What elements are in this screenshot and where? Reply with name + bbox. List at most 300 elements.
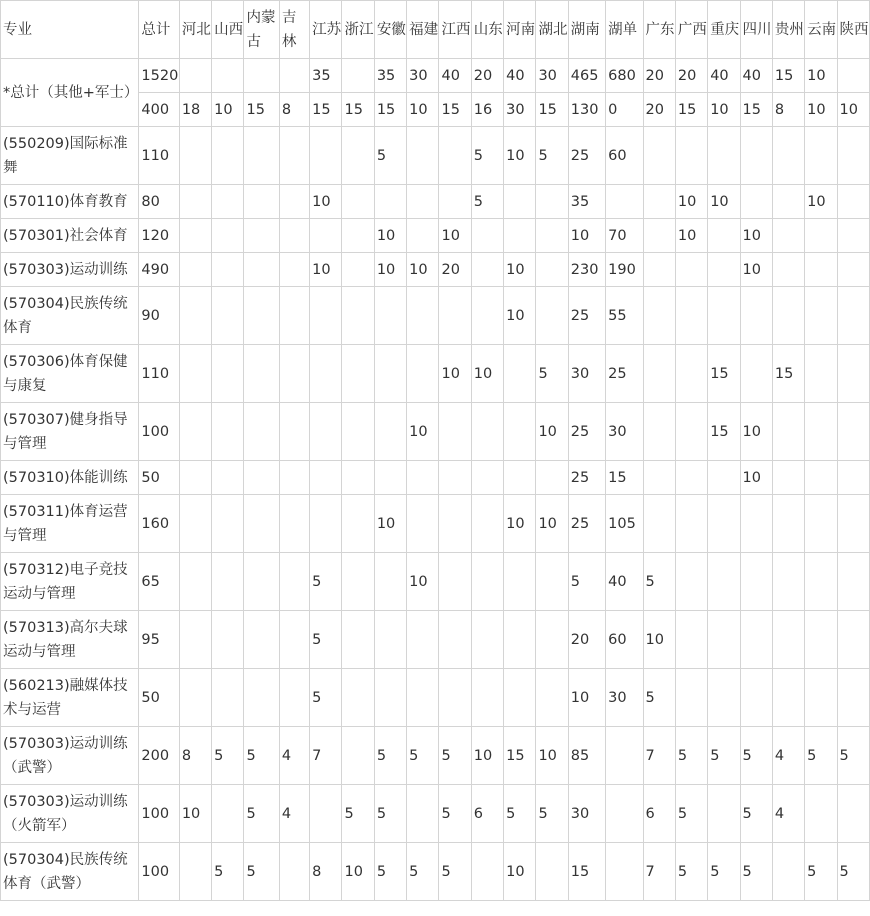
quota-cell — [179, 843, 211, 901]
quota-cell: 5 — [536, 127, 568, 185]
quota-cell — [536, 553, 568, 611]
quota-cell — [805, 219, 837, 253]
total-cell-secondary: 15 — [342, 93, 374, 127]
quota-cell — [504, 611, 536, 669]
table-body — [1, 1, 870, 901]
header-province: 广西 — [675, 1, 707, 59]
row-total-cell: 80 — [139, 185, 179, 219]
quota-cell — [439, 403, 471, 461]
quota-cell: 4 — [772, 727, 804, 785]
quota-cell — [536, 669, 568, 727]
quota-cell — [179, 495, 211, 553]
quota-cell: 230 — [568, 253, 605, 287]
quota-cell — [675, 495, 707, 553]
total-cell-secondary: 10 — [708, 93, 740, 127]
quota-cell: 5 — [310, 669, 342, 727]
quota-cell: 5 — [536, 345, 568, 403]
quota-cell: 10 — [407, 253, 439, 287]
quota-cell — [212, 127, 244, 185]
quota-cell — [504, 403, 536, 461]
quota-cell — [244, 345, 279, 403]
table-row — [1, 669, 870, 727]
quota-cell — [212, 553, 244, 611]
quota-cell — [805, 287, 837, 345]
quota-cell — [772, 553, 804, 611]
header-province: 湖南 — [568, 1, 605, 59]
quota-cell — [212, 219, 244, 253]
quota-cell: 4 — [279, 727, 309, 785]
table-row — [1, 287, 870, 345]
header-province: 河南 — [504, 1, 536, 59]
quota-cell: 5 — [374, 727, 406, 785]
total-cell-secondary: 10 — [837, 93, 870, 127]
quota-cell: 6 — [643, 785, 675, 843]
total-cell-secondary: 15 — [675, 93, 707, 127]
quota-cell: 20 — [439, 253, 471, 287]
quota-cell: 7 — [310, 727, 342, 785]
quota-cell — [837, 253, 870, 287]
total-cell-secondary: 10 — [212, 93, 244, 127]
table-row — [1, 461, 870, 495]
quota-cell: 5 — [212, 727, 244, 785]
quota-cell: 10 — [504, 127, 536, 185]
quota-cell — [342, 219, 374, 253]
quota-cell: 10 — [439, 219, 471, 253]
quota-cell — [471, 287, 503, 345]
table-row — [1, 611, 870, 669]
quota-cell — [342, 611, 374, 669]
total-cell — [244, 59, 279, 93]
quota-cell: 5 — [708, 727, 740, 785]
quota-cell: 5 — [568, 553, 605, 611]
quota-cell: 5 — [740, 843, 772, 901]
quota-cell: 70 — [606, 219, 643, 253]
quota-cell: 10 — [568, 219, 605, 253]
total-cell-secondary: 15 — [536, 93, 568, 127]
quota-cell — [212, 403, 244, 461]
quota-cell — [504, 553, 536, 611]
quota-cell — [606, 727, 643, 785]
quota-cell — [805, 553, 837, 611]
header-major: 专业 — [1, 1, 139, 59]
table-row — [1, 785, 870, 843]
quota-cell: 15 — [708, 403, 740, 461]
total-cell-secondary: 400 — [139, 93, 179, 127]
quota-cell — [244, 253, 279, 287]
quota-cell — [536, 843, 568, 901]
quota-cell — [179, 253, 211, 287]
quota-cell — [643, 287, 675, 345]
quota-cell — [708, 253, 740, 287]
quota-cell: 5 — [837, 843, 870, 901]
quota-cell — [342, 403, 374, 461]
quota-cell — [471, 843, 503, 901]
quota-cell: 10 — [536, 403, 568, 461]
quota-cell — [675, 127, 707, 185]
quota-cell: 105 — [606, 495, 643, 553]
quota-cell — [244, 669, 279, 727]
quota-cell — [374, 403, 406, 461]
quota-cell — [837, 287, 870, 345]
quota-cell — [504, 345, 536, 403]
major-name-cell: (570110)体育教育 — [1, 185, 139, 219]
row-total-cell: 50 — [139, 461, 179, 495]
quota-cell — [772, 611, 804, 669]
quota-cell — [536, 185, 568, 219]
quota-cell — [179, 345, 211, 403]
total-cell-secondary: 8 — [772, 93, 804, 127]
quota-cell — [740, 287, 772, 345]
total-row — [1, 59, 870, 93]
header-province: 江苏 — [310, 1, 342, 59]
quota-cell: 25 — [568, 403, 605, 461]
quota-cell — [439, 611, 471, 669]
quota-cell: 25 — [568, 461, 605, 495]
header-province: 内蒙古 — [244, 1, 279, 59]
quota-cell — [675, 611, 707, 669]
total-cell — [279, 59, 309, 93]
quota-cell — [740, 611, 772, 669]
quota-cell — [471, 611, 503, 669]
quota-cell — [407, 219, 439, 253]
quota-cell: 10 — [439, 345, 471, 403]
quota-cell — [342, 727, 374, 785]
quota-cell: 5 — [342, 785, 374, 843]
total-cell: 20 — [471, 59, 503, 93]
quota-cell: 40 — [606, 553, 643, 611]
quota-cell: 5 — [244, 843, 279, 901]
quota-cell — [342, 669, 374, 727]
quota-cell — [439, 669, 471, 727]
quota-cell: 5 — [374, 785, 406, 843]
quota-cell: 5 — [675, 843, 707, 901]
quota-cell — [805, 253, 837, 287]
quota-cell — [279, 843, 309, 901]
quota-cell: 5 — [439, 727, 471, 785]
quota-cell — [439, 185, 471, 219]
quota-cell — [342, 127, 374, 185]
major-name-cell: (570303)运动训练（火箭军） — [1, 785, 139, 843]
quota-cell — [504, 669, 536, 727]
quota-cell: 10 — [568, 669, 605, 727]
quota-cell — [471, 461, 503, 495]
total-cell: 10 — [805, 59, 837, 93]
quota-cell: 4 — [279, 785, 309, 843]
quota-cell — [244, 127, 279, 185]
quota-cell — [504, 185, 536, 219]
quota-cell — [675, 553, 707, 611]
quota-cell: 5 — [837, 727, 870, 785]
quota-cell — [471, 219, 503, 253]
table-row — [1, 553, 870, 611]
quota-cell — [708, 127, 740, 185]
header-province: 陕西 — [837, 1, 870, 59]
quota-cell — [708, 461, 740, 495]
quota-cell — [179, 669, 211, 727]
quota-cell — [244, 461, 279, 495]
quota-cell — [407, 461, 439, 495]
quota-cell: 5 — [740, 727, 772, 785]
quota-cell — [740, 669, 772, 727]
quota-cell — [407, 287, 439, 345]
header-total: 总计 — [139, 1, 179, 59]
quota-cell — [439, 553, 471, 611]
quota-cell — [279, 403, 309, 461]
major-name-cell: (570304)民族传统体育（武警） — [1, 843, 139, 901]
quota-cell — [310, 785, 342, 843]
quota-cell — [536, 461, 568, 495]
quota-cell — [342, 495, 374, 553]
total-cell: 40 — [708, 59, 740, 93]
quota-cell — [805, 495, 837, 553]
quota-cell — [805, 785, 837, 843]
quota-cell: 10 — [179, 785, 211, 843]
quota-cell — [740, 495, 772, 553]
quota-cell — [407, 611, 439, 669]
table-row — [1, 185, 870, 219]
quota-cell — [675, 669, 707, 727]
quota-cell — [675, 287, 707, 345]
quota-cell — [310, 219, 342, 253]
quota-cell — [244, 495, 279, 553]
total-cell: 1520 — [139, 59, 179, 93]
quota-cell — [244, 611, 279, 669]
quota-cell — [407, 669, 439, 727]
quota-cell — [374, 287, 406, 345]
header-province: 江西 — [439, 1, 471, 59]
row-total-cell: 100 — [139, 403, 179, 461]
quota-cell: 10 — [740, 461, 772, 495]
row-total-cell: 65 — [139, 553, 179, 611]
quota-cell: 10 — [675, 185, 707, 219]
major-name-cell: (550209)国际标准舞 — [1, 127, 139, 185]
quota-cell: 10 — [805, 185, 837, 219]
quota-cell — [279, 669, 309, 727]
total-cell: 15 — [772, 59, 804, 93]
quota-cell — [643, 185, 675, 219]
total-cell-secondary: 15 — [374, 93, 406, 127]
quota-cell: 5 — [310, 553, 342, 611]
quota-cell: 10 — [740, 253, 772, 287]
quota-cell — [179, 127, 211, 185]
quota-cell: 15 — [606, 461, 643, 495]
quota-cell — [837, 185, 870, 219]
total-cell-secondary: 15 — [439, 93, 471, 127]
row-total-cell: 120 — [139, 219, 179, 253]
quota-cell — [805, 611, 837, 669]
header-province: 贵州 — [772, 1, 804, 59]
quota-cell — [279, 219, 309, 253]
total-cell: 30 — [407, 59, 439, 93]
quota-cell — [279, 495, 309, 553]
header-province: 云南 — [805, 1, 837, 59]
quota-cell — [772, 669, 804, 727]
quota-cell — [837, 461, 870, 495]
quota-cell — [504, 461, 536, 495]
quota-cell — [772, 253, 804, 287]
header-row — [1, 1, 870, 59]
quota-cell — [244, 287, 279, 345]
header-province: 浙江 — [342, 1, 374, 59]
quota-cell — [471, 553, 503, 611]
total-cell-secondary: 15 — [244, 93, 279, 127]
quota-cell: 4 — [772, 785, 804, 843]
header-province: 广东 — [643, 1, 675, 59]
quota-cell: 10 — [374, 219, 406, 253]
quota-cell: 5 — [407, 727, 439, 785]
row-total-cell: 100 — [139, 785, 179, 843]
quota-cell — [805, 345, 837, 403]
quota-cell — [179, 219, 211, 253]
quota-cell — [837, 785, 870, 843]
quota-cell: 25 — [568, 127, 605, 185]
quota-cell — [643, 127, 675, 185]
quota-cell — [708, 611, 740, 669]
quota-cell: 10 — [374, 253, 406, 287]
total-cell: 30 — [536, 59, 568, 93]
quota-cell — [439, 127, 471, 185]
quota-cell: 25 — [568, 495, 605, 553]
major-name-cell: (570313)高尔夫球运动与管理 — [1, 611, 139, 669]
row-total-cell: 200 — [139, 727, 179, 785]
total-cell-secondary: 130 — [568, 93, 605, 127]
quota-cell — [708, 553, 740, 611]
total-cell — [212, 59, 244, 93]
total-cell: 20 — [675, 59, 707, 93]
header-province: 福建 — [407, 1, 439, 59]
quota-cell — [279, 461, 309, 495]
quota-cell: 10 — [643, 611, 675, 669]
header-province: 湖北 — [536, 1, 568, 59]
quota-cell — [279, 127, 309, 185]
quota-cell — [643, 219, 675, 253]
quota-cell: 190 — [606, 253, 643, 287]
quota-cell — [708, 669, 740, 727]
quota-cell: 5 — [675, 785, 707, 843]
quota-cell — [374, 345, 406, 403]
quota-cell: 60 — [606, 127, 643, 185]
quota-cell: 10 — [740, 219, 772, 253]
quota-cell: 35 — [568, 185, 605, 219]
major-name-cell: (570304)民族传统体育 — [1, 287, 139, 345]
quota-cell — [439, 461, 471, 495]
quota-cell — [708, 287, 740, 345]
quota-cell — [772, 127, 804, 185]
total-cell: 680 — [606, 59, 643, 93]
total-cell-secondary: 10 — [805, 93, 837, 127]
quota-cell — [212, 253, 244, 287]
quota-cell: 5 — [643, 553, 675, 611]
quota-cell: 5 — [708, 843, 740, 901]
quota-cell — [772, 219, 804, 253]
major-name-cell: (560213)融媒体技术与运营 — [1, 669, 139, 727]
total-cell-secondary: 15 — [740, 93, 772, 127]
quota-cell — [837, 127, 870, 185]
quota-cell: 25 — [568, 287, 605, 345]
total-cell: 40 — [504, 59, 536, 93]
quota-cell — [179, 553, 211, 611]
quota-cell — [805, 127, 837, 185]
quota-cell — [310, 403, 342, 461]
quota-cell — [179, 287, 211, 345]
quota-cell: 5 — [471, 185, 503, 219]
quota-cell: 5 — [244, 727, 279, 785]
quota-cell: 60 — [606, 611, 643, 669]
total-cell: 20 — [643, 59, 675, 93]
quota-cell — [342, 253, 374, 287]
quota-cell: 5 — [439, 843, 471, 901]
quota-cell — [342, 185, 374, 219]
header-province: 湖单 — [606, 1, 643, 59]
quota-cell — [407, 185, 439, 219]
header-province: 山东 — [471, 1, 503, 59]
header-province: 安徽 — [374, 1, 406, 59]
quota-cell — [342, 345, 374, 403]
quota-cell: 5 — [244, 785, 279, 843]
quota-cell — [374, 553, 406, 611]
row-total-cell: 110 — [139, 127, 179, 185]
quota-cell — [643, 403, 675, 461]
quota-cell: 5 — [407, 843, 439, 901]
quota-cell — [504, 219, 536, 253]
quota-cell — [805, 461, 837, 495]
major-name-cell: (570306)体育保健与康复 — [1, 345, 139, 403]
quota-cell: 10 — [407, 403, 439, 461]
quota-cell — [675, 253, 707, 287]
quota-cell — [342, 461, 374, 495]
table-row — [1, 127, 870, 185]
quota-cell — [643, 253, 675, 287]
quota-cell: 10 — [342, 843, 374, 901]
quota-cell — [212, 185, 244, 219]
total-cell: 35 — [310, 59, 342, 93]
quota-cell — [772, 461, 804, 495]
quota-cell — [439, 495, 471, 553]
quota-cell — [643, 495, 675, 553]
quota-cell: 7 — [643, 843, 675, 901]
quota-cell — [179, 461, 211, 495]
quota-cell: 10 — [407, 553, 439, 611]
quota-cell — [740, 345, 772, 403]
quota-cell — [310, 345, 342, 403]
quota-cell — [279, 253, 309, 287]
quota-cell — [837, 669, 870, 727]
quota-cell — [279, 553, 309, 611]
quota-cell — [244, 219, 279, 253]
major-name-cell: (570303)运动训练 — [1, 253, 139, 287]
quota-cell — [772, 185, 804, 219]
quota-cell: 10 — [374, 495, 406, 553]
quota-cell — [244, 553, 279, 611]
quota-cell: 8 — [310, 843, 342, 901]
quota-cell — [536, 219, 568, 253]
quota-cell — [310, 461, 342, 495]
quota-cell — [212, 611, 244, 669]
header-province: 重庆 — [708, 1, 740, 59]
row-total-cell: 490 — [139, 253, 179, 287]
quota-cell — [536, 611, 568, 669]
row-total-cell: 100 — [139, 843, 179, 901]
quota-cell — [675, 461, 707, 495]
row-total-cell: 90 — [139, 287, 179, 345]
quota-cell: 10 — [504, 253, 536, 287]
table-row — [1, 219, 870, 253]
quota-cell — [471, 403, 503, 461]
quota-cell: 10 — [504, 287, 536, 345]
quota-cell — [805, 403, 837, 461]
quota-cell: 10 — [536, 495, 568, 553]
quota-cell — [407, 345, 439, 403]
